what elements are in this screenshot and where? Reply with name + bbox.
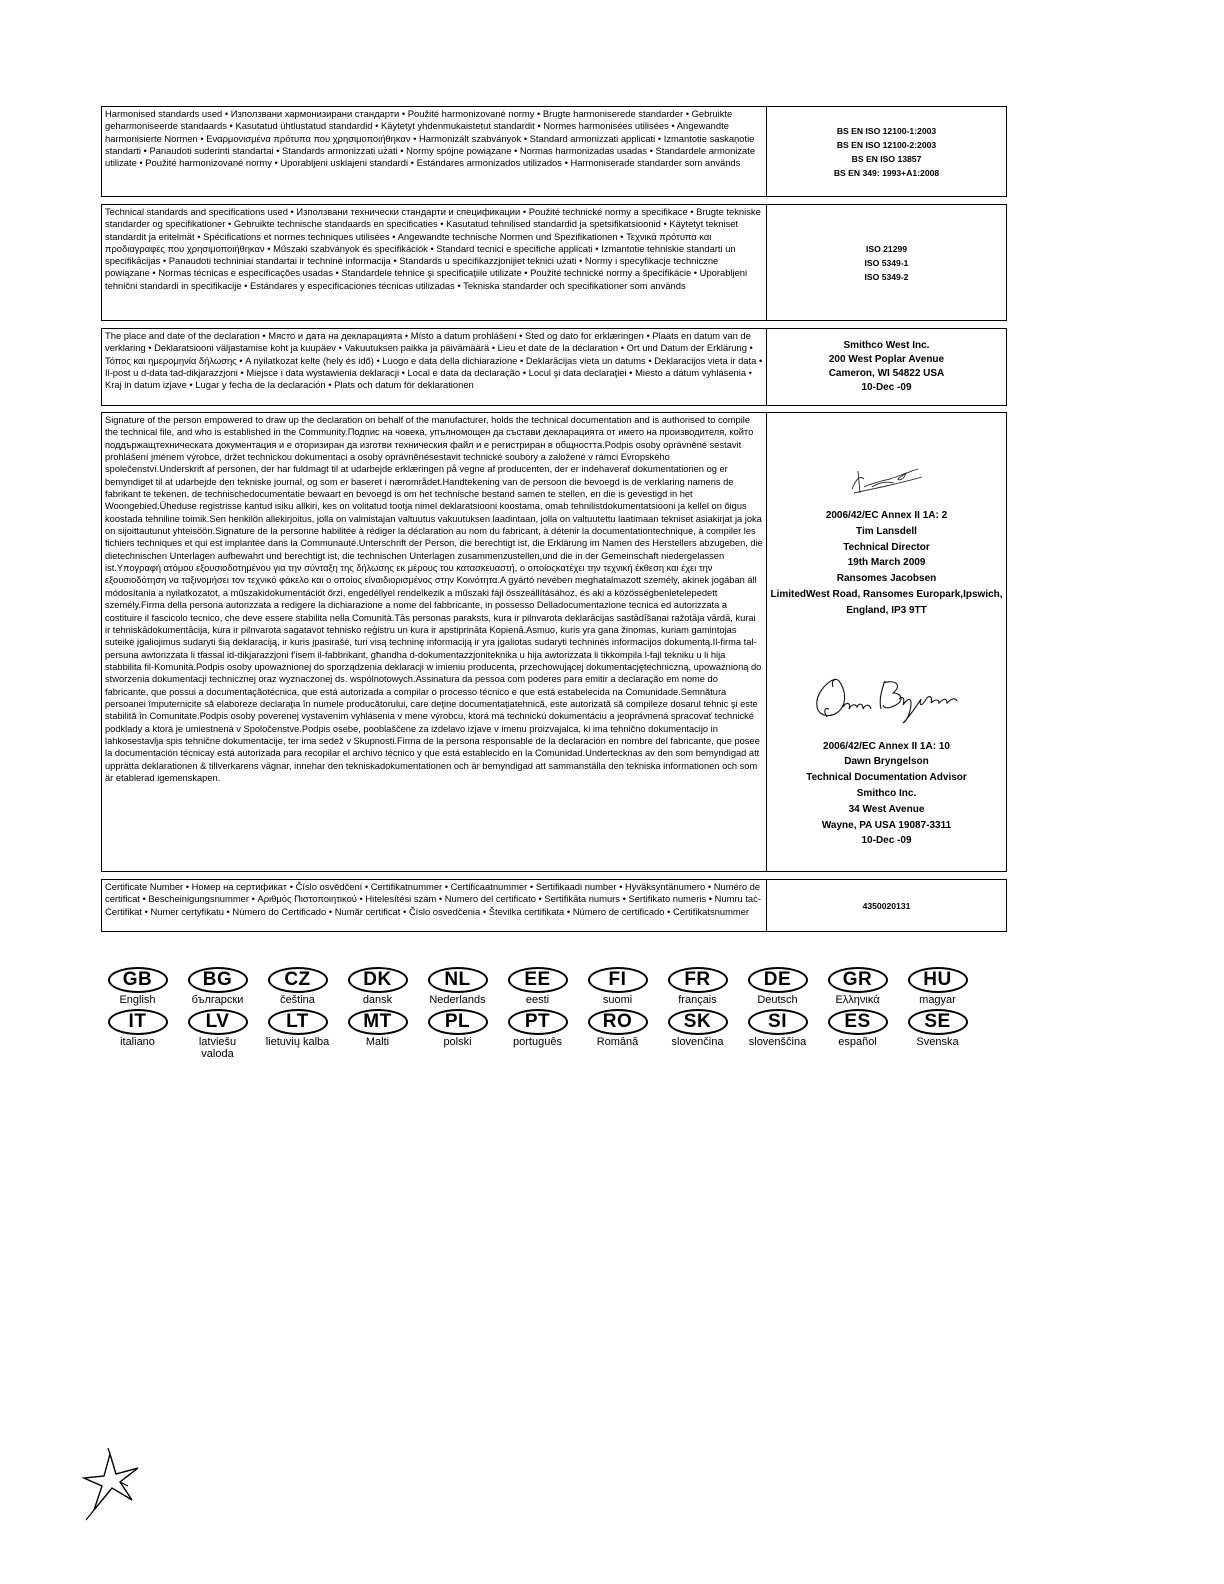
language-badge-ee xyxy=(503,967,572,1006)
annex-reference: 2006/42/EC Annex II 1A: 10 xyxy=(823,740,950,752)
language-badge-bg xyxy=(183,967,252,1006)
language-badge-it xyxy=(103,1009,172,1060)
language-name: suomi xyxy=(602,994,633,1006)
signer-title: Technical Documentation Advisor xyxy=(806,772,967,784)
language-badge-nl xyxy=(423,967,492,1006)
signer-name: Tim Lansdell xyxy=(856,525,917,537)
language-name: slovenčina xyxy=(671,1036,724,1048)
language-badge-gb xyxy=(103,967,172,1006)
language-row xyxy=(103,967,983,1006)
language-name: italiano xyxy=(120,1036,155,1048)
technical-standards-values xyxy=(767,205,1006,320)
signer-company: Smithco Inc. xyxy=(856,787,917,799)
language-row xyxy=(103,1009,983,1060)
signer-name: Dawn Bryngelson xyxy=(844,756,929,768)
certificate-row xyxy=(101,879,1007,932)
language-name: polski xyxy=(443,1036,472,1048)
star-logo-icon xyxy=(80,1448,146,1522)
place-date-row xyxy=(101,328,1007,406)
language-name: Malti xyxy=(365,1036,390,1048)
language-badge-lt xyxy=(263,1009,332,1060)
language-badge-es xyxy=(823,1009,892,1060)
language-code: SK xyxy=(668,1009,728,1035)
standard-value: BS EN ISO 13857 xyxy=(851,153,922,164)
language-name: Nederlands xyxy=(429,994,486,1006)
language-code: ES xyxy=(828,1009,888,1035)
language-badge-pl xyxy=(423,1009,492,1060)
annex-reference: 2006/42/EC Annex II 1A: 2 xyxy=(825,510,948,521)
company-name: Smithco West Inc. xyxy=(843,340,930,351)
language-code: CZ xyxy=(268,967,328,993)
language-name: latviešu valoda xyxy=(198,1036,237,1060)
language-code: SI xyxy=(748,1009,808,1035)
signer-title: Technical Director xyxy=(843,541,930,553)
certificate-values xyxy=(767,880,1006,931)
language-name: Svenska xyxy=(916,1036,959,1048)
language-code: NL xyxy=(428,967,488,993)
signer-address: LimitedWest Road, Ransomes Europark,Ipswich, xyxy=(770,588,1003,600)
city-address: Cameron, WI 54822 USA xyxy=(828,368,945,379)
language-code: DE xyxy=(748,967,808,993)
signature-tim-lansdell xyxy=(842,457,932,503)
language-code: IT xyxy=(108,1009,168,1035)
language-name: Ελληνικά xyxy=(835,994,880,1006)
place-date-values xyxy=(767,329,1006,405)
language-code: PL xyxy=(428,1009,488,1035)
language-code: EE xyxy=(508,967,568,993)
standard-value: BS EN ISO 12100-1:2003 xyxy=(836,125,937,136)
language-badge-cz xyxy=(263,967,332,1006)
language-badge-fi xyxy=(583,967,652,1006)
standard-value: ISO 21299 xyxy=(865,243,908,254)
language-code: FR xyxy=(668,967,728,993)
language-name: čeština xyxy=(280,994,315,1006)
language-code: RO xyxy=(588,1009,648,1035)
standard-value: BS EN 349: 1993+A1:2008 xyxy=(833,167,940,178)
harmonised-standards-values xyxy=(767,107,1006,196)
signature-date: 19th March 2009 xyxy=(847,557,926,569)
signature-date: 10-Dec -09 xyxy=(861,835,912,847)
language-code: GB xyxy=(108,967,168,993)
language-name: magyar xyxy=(919,994,956,1006)
standard-value: ISO 5349-2 xyxy=(864,271,909,282)
language-name: dansk xyxy=(362,994,393,1006)
language-name: English xyxy=(119,994,156,1006)
language-name: български xyxy=(191,994,244,1006)
language-code: DK xyxy=(348,967,408,993)
technical-standards-row xyxy=(101,204,1007,321)
standard-value: BS EN ISO 12100-2:2003 xyxy=(836,139,937,150)
language-badge-fr xyxy=(663,967,732,1006)
language-name: español xyxy=(838,1036,877,1048)
language-name: eesti xyxy=(525,994,550,1006)
language-name: Română xyxy=(596,1036,639,1048)
language-badge-lv xyxy=(183,1009,252,1060)
place-date-label: The place and date of the declaration • Място и дата на декларацията • Místo a datum prohlášení • Sted og dato for erklæringen • Plaats en datum van de verklaring • Deklaratsiooni väljastamise koht ja kuupäev • Vakuutuksen paikka ja päivämäärä • Lieu et date de la déclaration • Ort und Datum der Erklärung • Τόπος και ημερομηνία δήλωσης • A nyilatkozat kelte (hely és idő) • Luogo e data della dichiarazione • Deklarācijas vieta un datums • Deklaracijos vieta ir data • Il-post u d-data tad-dikjarazzjoni • Miejsce i data wystawienia deklaracji • Local e data da declaração • Locul şi data declaraţiei • Miesto a dátum vyhlásenia • Kraj in datum izjave • Lugar y fecha de la declaración • Plats och datum för deklarationen xyxy=(102,329,767,405)
signer-address: England, IP3 9TT xyxy=(846,604,927,616)
language-badge-dk xyxy=(343,967,412,1006)
street-address: 200 West Poplar Avenue xyxy=(828,354,945,365)
standard-value: ISO 5349-1 xyxy=(864,257,909,268)
language-badge-de xyxy=(743,967,812,1006)
certificate-number: 4350020131 xyxy=(862,900,911,911)
technical-standards-label: Technical standards and specifications used • Използвани технически стандарти и спецификации • Použité technické normy a specifikace • Brugte tekniske standarder og specifikationer • Gebruikte technische standaards en specificaties • Kasutatud tehnilised standardid ja spetsifikatsioonid • Käytetyt tekniset standardit ja eritelmät • Spécifications et normes techniques utilisées • Angewandte technische Normen und Spezifikationen • Τεχνικά πρότυπα και προδιαγραφές που χρησιμοποιήθηκαν • Műszaki szabványok és specifikációk • Standard tecnici e specifiche applicati • Izmantotie tehniskie standarti un specifikācijas • Panaudoti techniniai standartai ir techninė informacija • Standards u speċifikazzjonijiet tekniċi użati • Normy i specyfikacje techniczne powiązane • Normas técnicas e especificações usadas • Standardele tehnice şi specificaţiile utilizate • Použité technické normy a špecifikácie • Uporabljeni tehnični standardi in specifikacije • Estándares y especificaciones técnicas utilizadas • Tekniska standarder och specifikationer som används xyxy=(102,205,767,320)
harmonised-standards-label: Harmonised standards used • Използвани хармонизирани стандарти • Použité harmonizované normy • Brugte harmoniserede standarder • Gebruikte geharmoniseerde standaards • Kasutatud ühtlustatud standardid • Käytetyt yhdenmukaistetut standardit • Normes harmonisées utilisées • Angewandte harmonisierte Normen • Εναρμονισμένα πρότυπα που χρησιμοποιήθηκαν • Harmonizált szabványok • Standard armonizzati applicati • Izmantotie saskaņotie standarti • Panaudoti suderinti standartai • Standards armonizzati użati • Normy spójne powiązane • Normas harmonizadas usadas • Standardele armonizate utilizate • Použité harmonizované normy • Uporabljeni usklajeni standardi • Estándares armonizados utilizados • Harmoniserade standarder som används xyxy=(102,107,767,196)
signature-row xyxy=(101,412,1007,872)
certificate-label: Certificate Number • Номер на сертификат • Číslo osvědčení • Certifikatnummer • Certificaatnummer • Sertifikaadi number • Hyväksyntänumero • Numéro de certificat • Bescheinigungsnummer • Αριθμός Πιστοποιητικού • Hitelesítési szám • Numero del certificato • Sertifikāta numurs • Sertifikato numeris • Numru taċ-Ċertifikat • Numer certyfikatu • Número do Certificado • Număr certificat • Číslo osvedčenia • Številka certifikata • Número de certificado • Certifikatsnummer xyxy=(102,880,767,931)
language-code: LV xyxy=(188,1009,248,1035)
language-badge-si xyxy=(743,1009,812,1060)
language-code: PT xyxy=(508,1009,568,1035)
language-badge-pt xyxy=(503,1009,572,1060)
language-code: GR xyxy=(828,967,888,993)
language-name: Deutsch xyxy=(757,994,798,1006)
signer-company: Ransomes Jacobsen xyxy=(836,573,937,585)
language-badge-mt xyxy=(343,1009,412,1060)
language-name: lietuvių kalba xyxy=(265,1036,330,1048)
declaration-date: 10-Dec -09 xyxy=(861,382,912,393)
language-code: FI xyxy=(588,967,648,993)
language-name: slovenščina xyxy=(748,1036,807,1048)
harmonised-standards-row xyxy=(101,106,1007,197)
signature-values xyxy=(767,413,1006,871)
language-badge-sk xyxy=(663,1009,732,1060)
language-name: français xyxy=(678,994,717,1006)
language-badge-gr xyxy=(823,967,892,1006)
language-code: BG xyxy=(188,967,248,993)
language-badge-hu xyxy=(903,967,972,1006)
signer-address: 34 West Avenue xyxy=(848,803,925,815)
language-code: LT xyxy=(268,1009,328,1035)
language-code: SE xyxy=(908,1009,968,1035)
language-badges xyxy=(103,967,983,1063)
language-badge-ro xyxy=(583,1009,652,1060)
signature-label: Signature of the person empowered to draw up the declaration on behalf of the manufacturer, holds the technical documentation and is authorised to compile the technical file, and who is established in the Community.Подпис на човека, упълномощен да състави декларацията от името на производителя, който поддържащтехническата документация и е оторизиран да изготви техническия файл и е регистриран в общността.Podpis osoby oprávněné sestavit prohlášení jménem výrobce, držet technickou dokumentaci a osoby oprávněnésestavit technické soubory a založené v rámci Evropského společenství.Underskrift af personen, der har fuldmagt til at udarbejde erklæringen på vegne af producenten, der er indehaveraf dokumentationen og er bemyndiget til at udarbejde den tekniske journal, og som er baseret i nærområdet.Handtekening van de persoon die bevoegd is de verklaring namens de fabrikant te tekenen, de technischedocumentatie bewaart en bevoegd is om het technische bestand samen te stellen, en die is gevestigd in het Woongebied.Üheduse registrisse kantud isiku allkiri, kes on volitatud tootja nimel deklaratsiooni koostama, omab tehnilistdokumentatsiooni ja kellel on õigus koostada tehniline toimik.Sen henkilön allekirjoitus, jolla on valmistajan valtuutus vakuutuksen laadintaan, jolla on valtuutettu laatimaan tekniset asiakirjat ja joka on sijoittautunut yhteisöön.Signature de la personne habilitée à rédiger la déclaration au nom du fabricant, à détenir la documentationtechnique, à compiler les fichiers techniques et qui est implantée dans la Communauté.Unterschrift der Person, die berechtigt ist, die Erklärung im Namen des Herstellers abzugeben, die dietechnischen Unterlagen aufbewahrt und berechtigt ist, die technischen Unterlagen zusammenzustellen,und die in der Gemeinschaft niedergelassen ist.Υπογραφή ατόμου εξουσιοδοτημένου για την σύνταξη της δήλωσης εκ μέρους του κατασκευαστή, ο οποίοςκατέχει την τεχνική έκθεση και έχει την εξουσιοδότηση να ταξινομήσει τον τεχνικό φάκελο και ο οποίος είναιδιορισμένος στην Κοινότητα.A gyártó nevében meghatalmazott személy, akinek jogában áll módosítania a nyilatkozatot, a műszakidokumentációt őrzi, engedéllyel rendelkezik a műszaki fájl összeállításához, és aki a közösségbenletelepedett személy.Firma della persona autorizzata a redigere la dichiarazione a nome del fabbricante, in possesso Delladocumentazione tecnica ed autorizzata a costituire il fascicolo tecnico, che deve essere stabilita nella Comunità.Tās personas paraksts, kura ir pilnvarota deklarācijas sastādīšanai ražotāja vārdā, kurai ir tehniskādokumentācija, kura ir pilnvarota sagatavot tehnisko reģistru un kura ir apstiprināta Kopienā.Asmuo, kuris yra gana žinomas, kuriam gamintojas suteikė įgaliojimus sudaryti šią deklaraciją, ir kuris įpasirašė, turi visą techninę informaciją ir yra įgaliotas sudaryti techninės informacijos dokumentą.Il-firma tal-persuna awtorizzata li tfassal id-dikjarazzjoni f'isem il-fabbrikant, għandha d-dokumentazzjoniteknika u hija awtorizzata li tikkompila l-fajl tekniku u li hija stabbilita fil-Komunità.Podpis osoby upoważnionej do sporządzenia deklaracji w imieniu producenta, przechowującej dokumentacjętechniczną, upoważnioną do stworzenia dokumentacji technicznej oraz wyznaczonej ds. wspólnotowych.Assinatura da pessoa com poderes para emitir a declaração em nome do fabricante, que possui a documentaçãotécnica, que está autorizada a compilar o processo técnico e que está estabelecida na Comunidade.Semnătura persoanei împuternicite să elaboreze declaraţia în numele producătorului, care deţine documentaţiatehnică, este autorizată să compileze dosarul tehnic şi este stabilită în Comunitate.Podpis osoby poverenej vystavením vyhlásenia v mene výrobcu, ktorá má technickú dokumentáciu a jeoprávnená spracovať technické podklady a ktorá je umiestnená v Spoločenstve.Podpis osebe, pooblaščene za izdelavo izjave v imenu proizvajalca, ki ima tehnično dokumentacijo in lahkosestavlja spis tehnične dokumentacije, ter ima sedež v Skupnosti.Firma de la persona responsable de la declaración en nombre del fabricante, que posee la documentación técnicay está autorizada para recopilar el archivo técnico y que está establecido en la Comunidad.Undertecknas av den som bemyndigad att upprätta deklarationen & tillverkarens vägnar, innehar den tekniskadokumentationen och är bemyndigad att sammanställa den tekniska informationen och som är etablerad igemenskapen. xyxy=(102,413,767,871)
language-code: MT xyxy=(348,1009,408,1035)
signer-address: Wayne, PA USA 19087-3311 xyxy=(821,819,952,831)
language-name: português xyxy=(513,1036,562,1048)
signature-dawn-bryngelson xyxy=(807,671,967,727)
language-badge-se xyxy=(903,1009,972,1060)
language-code: HU xyxy=(908,967,968,993)
